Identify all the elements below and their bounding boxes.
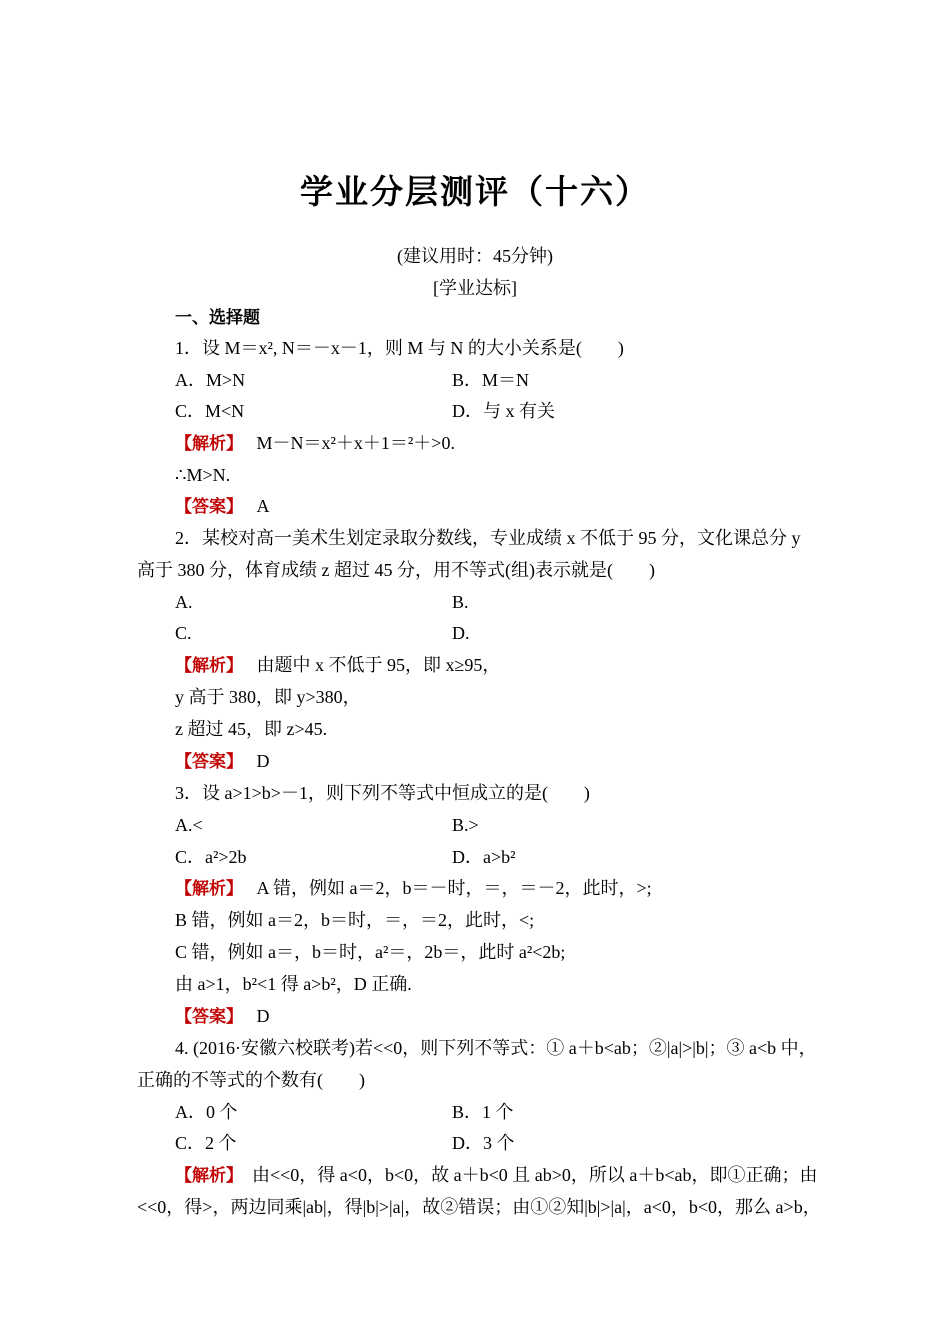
level-label: [学业达标]	[433, 278, 517, 298]
q2-analysis-line2: y 高于 380，即 y>380，	[175, 687, 361, 707]
q2-stem-line1: 2．某校对高一美术生划定录取分数线，专业成绩 x 不低于 95 分，文化课总分 y	[175, 528, 801, 548]
q3-analysis-line3: C 错，例如 a＝，b＝时，a²＝，2b＝，此时 a²<2b;	[175, 942, 566, 962]
q3-answer-value: D	[256, 1006, 270, 1026]
q4-analysis-text: 由<<0，得 a<0，b<0，故 a＋b<0 且 ab>0，所以 a＋b<ab，即①正确；由	[252, 1165, 818, 1185]
q3-option-d: D．a>b²	[452, 847, 516, 867]
q1-analysis-text: M－N＝x²＋x＋1＝²＋>0.	[256, 433, 455, 453]
q2-option-a: A.	[175, 592, 193, 612]
analysis-label: 【解析】	[175, 1166, 243, 1186]
q3-option-b: B.>	[452, 815, 479, 835]
q3-option-c: C．a²>2b	[175, 847, 247, 867]
q2-analysis-text: 由题中 x 不低于 95，即 x≥95，	[256, 655, 501, 675]
q2-option-c: C.	[175, 623, 192, 643]
q1-option-b: B．M＝N	[452, 370, 530, 390]
answer-label: 【答案】	[175, 1007, 243, 1027]
q2-analysis-line3: z 超过 45，即 z>45.	[175, 719, 328, 739]
q4-stem-line1: 4. (2016·安徽六校联考)若<<0，则下列不等式：① a＋b<ab；②|a|>|b|；③ a<b 中，	[175, 1038, 817, 1058]
q2-option-d: D.	[452, 623, 470, 643]
q3-analysis-text: A 错，例如 a＝2，b＝－时，＝，＝－2，此时，>;	[256, 878, 652, 898]
q4-analysis-line2: <<0，得>，两边同乘|ab|，得|b|>|a|，故②错误；由①②知|b|>|a|，a<0，b<0，那么 a>b，	[137, 1197, 821, 1217]
q1-option-d: D．与 x 有关	[452, 401, 555, 421]
analysis-label: 【解析】	[175, 656, 243, 676]
analysis-label: 【解析】	[175, 879, 243, 899]
answer-label: 【答案】	[175, 752, 243, 772]
q2-stem-line2: 高于 380 分，体育成绩 z 超过 45 分，用不等式(组)表示就是( )	[137, 560, 655, 580]
q3-option-a: A.<	[175, 815, 203, 835]
analysis-label: 【解析】	[175, 434, 243, 454]
q4-stem-line2: 正确的不等式的个数有( )	[137, 1070, 365, 1090]
page-title: 学业分层测评（十六）	[300, 172, 650, 211]
q3-answer	[175, 1004, 270, 1029]
q2-answer	[175, 749, 270, 774]
q1-answer-value: A	[256, 496, 270, 516]
q4-analysis	[175, 1163, 818, 1188]
section-heading: 一、选择题	[175, 308, 260, 328]
q3-analysis-line4: 由 a>1，b²<1 得 a>b²，D 正确.	[175, 974, 412, 994]
q3-analysis	[175, 876, 652, 901]
q4-option-b: B．1 个	[452, 1102, 514, 1122]
q1-answer	[175, 494, 270, 519]
q2-option-b: B.	[452, 592, 469, 612]
q4-option-c: C．2 个	[175, 1133, 237, 1153]
time-note: (建议用时：45分钟)	[397, 246, 553, 266]
q4-option-a: A．0 个	[175, 1102, 238, 1122]
q3-analysis-line2: B 错，例如 a＝2，b＝时，＝，＝2，此时，<;	[175, 910, 535, 930]
q1-option-c: C．M<N	[175, 401, 245, 421]
q1-analysis	[175, 431, 455, 456]
q3-stem: 3．设 a>1>b>－1，则下列不等式中恒成立的是( )	[175, 783, 590, 803]
answer-label: 【答案】	[175, 497, 243, 517]
q2-answer-value: D	[256, 751, 270, 771]
q4-option-d: D．3 个	[452, 1133, 515, 1153]
q1-option-a: A．M>N	[175, 370, 246, 390]
q1-analysis-line2: ∴M>N.	[175, 465, 231, 485]
q2-analysis	[175, 653, 500, 678]
q1-stem: 1．设 M＝x², N＝－x－1，则 M 与 N 的大小关系是( )	[175, 338, 624, 358]
